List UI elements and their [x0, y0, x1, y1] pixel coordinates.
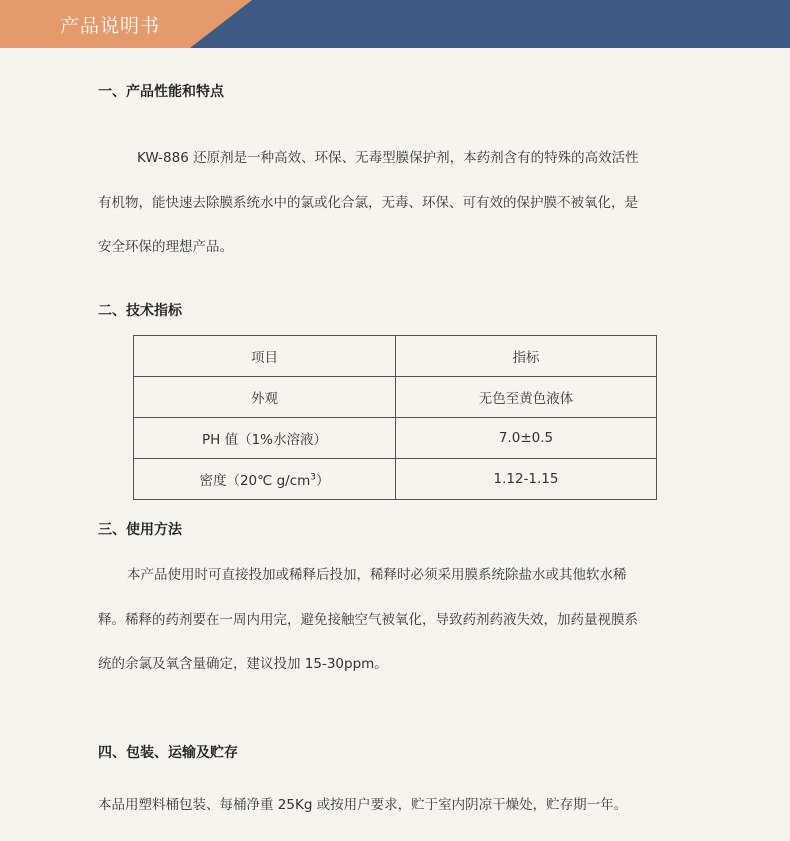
usage-line-1: 本产品使用时可直接投加或稀释后投加，稀释时必须采用膜系统除盐水或其他软水稀: [127, 567, 627, 583]
header-banner: [0, 0, 790, 48]
density-label: 密度（20℃ g/cm: [199, 473, 311, 489]
table-cell: 无色至黄色液体: [396, 377, 657, 418]
table-cell-density: [134, 459, 396, 500]
table-header-item: 项目: [134, 336, 396, 377]
usage-line-2: 释。稀释的药剂要在一周内用完，避免接触空气被氧化，导致药剂药液失效，加药量视膜系: [98, 612, 638, 628]
features-line-2: 有机物，能快速去除膜系统水中的氯或化合氯，无毒、环保、可有效的保护膜不被氧化，是: [98, 195, 638, 211]
section-heading-usage: 三、使用方法: [98, 522, 182, 538]
table-cell: PH 值（1%水溶液）: [134, 418, 396, 459]
section-heading-features: 一、产品性能和特点: [98, 84, 224, 100]
packaging-line-1: 本品用塑料桶包装、每桶净重 25Kg 或按用户要求，贮于室内阴凉干燥处，贮存期一年。: [98, 797, 628, 813]
table-cell: 7.0±0.5: [396, 418, 657, 459]
features-line-1: KW-886 还原剂是一种高效、环保、无毒型膜保护剂，本药剂含有的特殊的高效活性: [137, 150, 639, 166]
section-heading-packaging: 四、包装、运输及贮存: [98, 745, 238, 761]
density-label-close: ）: [316, 473, 330, 489]
banner-title: 产品说明书: [60, 15, 161, 37]
table-row: [134, 377, 657, 418]
table-cell: 1.12-1.15: [396, 459, 657, 500]
table-row: [134, 418, 657, 459]
usage-line-3: 统的余氯及氧含量确定，建议投加 15-30ppm。: [98, 656, 388, 672]
density-superscript: 3: [310, 472, 317, 483]
table-header-spec: 指标: [396, 336, 657, 377]
spec-table: [133, 335, 657, 500]
table-header-row: [134, 336, 657, 377]
table-row: [134, 459, 657, 500]
table-cell: 外观: [134, 377, 396, 418]
features-line-3: 安全环保的理想产品。: [98, 239, 233, 255]
section-heading-specs: 二、技术指标: [98, 303, 182, 319]
